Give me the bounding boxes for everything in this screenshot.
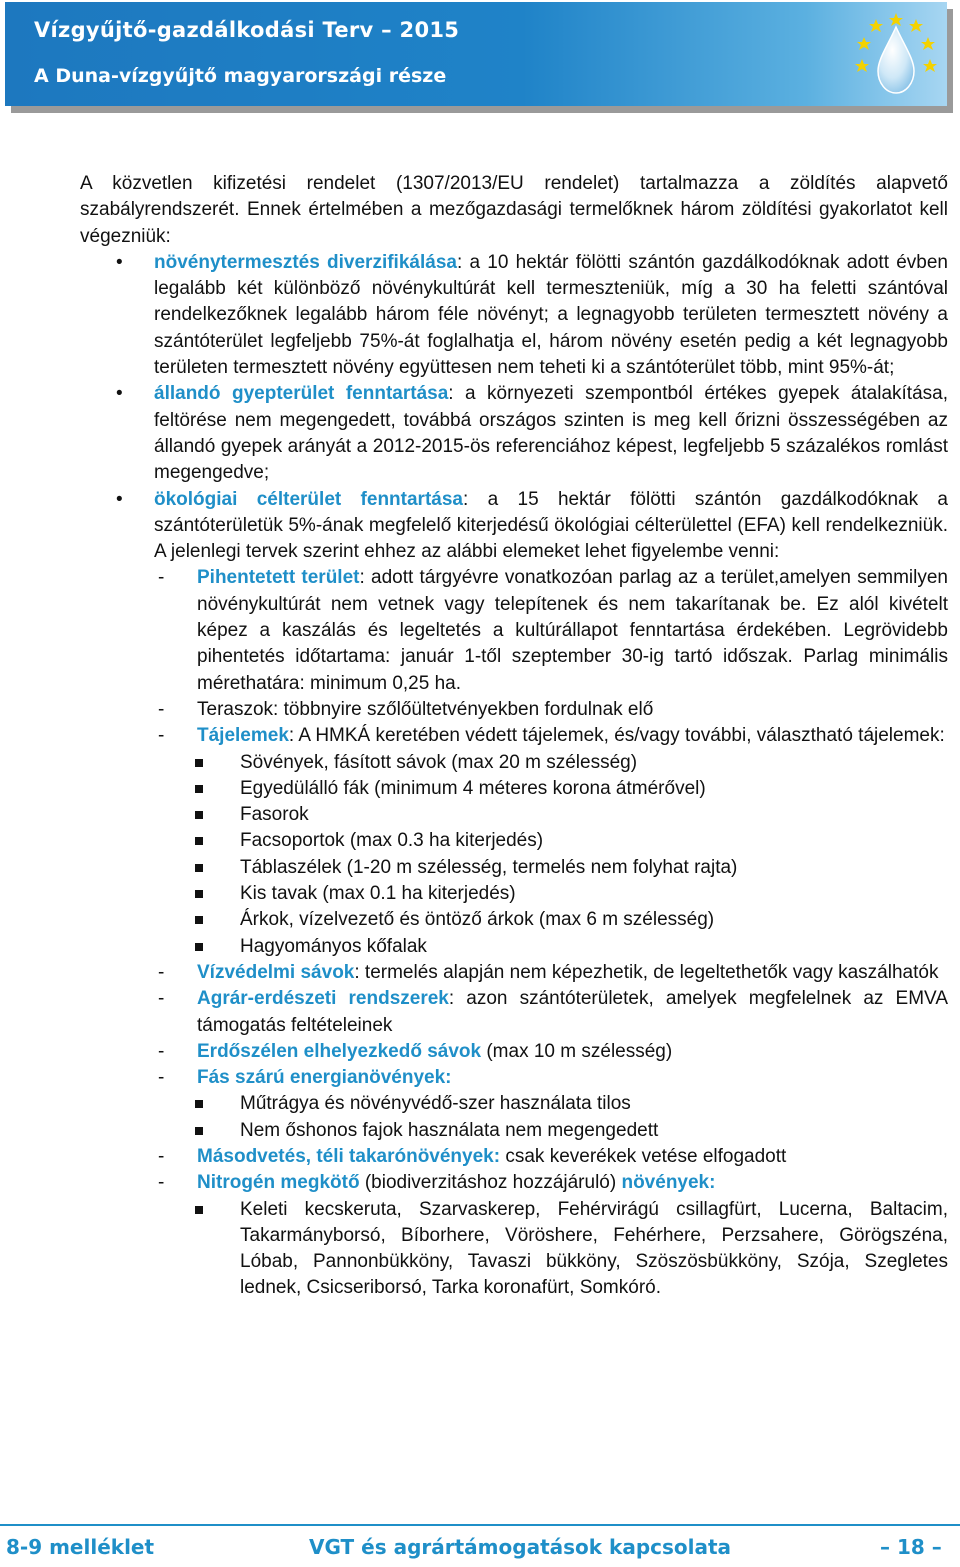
- term-efa: ökológiai célterület fenntartása: [154, 488, 463, 510]
- item-text: Kis tavak (max 0.1 ha kiterjedés): [240, 883, 516, 905]
- item-text: Táblaszélek (1-20 m szélesség, termelés nem folyhat rajta): [240, 856, 738, 878]
- list-item: [80, 1144, 948, 1170]
- list-item: [80, 1170, 948, 1196]
- list-item: [80, 487, 948, 566]
- term-coppice: Fás szárú energianövények:: [197, 1067, 452, 1089]
- square-bullet-icon: [195, 864, 203, 872]
- item-text: Keleti kecskeruta, Szarvaskerep, Fehérvirágú csillagfürt, Lucerna, Baltacim, Takarmányborsó, Bíborhere, Vöröshere, Fehérhere, Perzsahere, Görögszéna, Lóbab, Pannonbükköny, Tavaszi bükköny, Szöszösbükköny, Szója, Szegletes lednek, Csicseriborsó, Tarka koronafürt, Somkóró.: [240, 1198, 948, 1299]
- square-bullet-icon: [195, 1127, 203, 1135]
- footer-divider: [0, 1524, 960, 1526]
- list-item: [80, 855, 948, 881]
- square-bullet-icon: [195, 1206, 203, 1214]
- term-agroforestry: Agrár-erdészeti rendszerek: [197, 988, 449, 1010]
- square-bullet-icon: [195, 811, 203, 819]
- item-text: : adott tárgyévre vonatkozóan parlag az a terület,amelyen semmilyen növénykultúrát nem vetnek vagy telepítenek és nem takarítanak be. Ez alól kivételt képez a kaszálás és legeltetés a kultúrállapot fenntartása érdekében. Legrövidebb pihentetés időtartama: január 1-től szeptember 30-ig tartó időszak. Parlag minimális mérethatára: minimum 0,25 ha.: [197, 567, 948, 694]
- list-item: [80, 750, 948, 776]
- header-title: Vízgyűjtő-gazdálkodási Terv – 2015: [34, 18, 460, 42]
- dash-marker: -: [158, 698, 165, 720]
- item-text: : A HMKÁ keretében védett tájelemek, és/vagy további, választható tájelemek:: [288, 725, 945, 747]
- page-header: [0, 0, 960, 118]
- item-text: csak keverékek vetése elfogadott: [500, 1145, 787, 1167]
- footer-chapter-title: VGT és agrártámogatások kapcsolata: [309, 1535, 732, 1559]
- item-text: : termelés alapján nem képezhetik, de legeltethetők vagy kaszálhatók: [354, 961, 939, 983]
- dash-marker: -: [158, 1172, 165, 1194]
- square-bullet-icon: [195, 916, 203, 924]
- dash-marker: -: [158, 725, 165, 747]
- list-item: [80, 960, 948, 986]
- item-text: Facsoportok (max 0.3 ha kiterjedés): [240, 830, 544, 852]
- item-text: Egyedülálló fák (minimum 4 méteres korona átmérővel): [240, 777, 706, 799]
- item-text: : a 10 hektár fölötti szántón gazdálkodóknak adott évben legalább két különböző növénykultúrát kell termeszteniük, míg a 30 ha feletti szántóval rendelkezőknek legalább három féle növényt; a legnagyobb területen termesztett növény a szántóterület legfeljebb 75%-át foglalhatja el, három növény esetén pedig a két legnagyobb területen termesztett növény együttesen nem teheti ki a szántóterület több, mint 95%-át;: [154, 251, 948, 379]
- square-bullet-icon: [195, 837, 203, 845]
- item-text: : a környezeti szempontból értékes gyepek átalakítása, feltörése nem megengedett, továbbá országos szinten is meg kell őrizni összességében az állandó gyepek arányát a 2012-2015-ös referenciához képest, legfeljebb 5 százalékos romlást megengedve;: [154, 383, 948, 484]
- list-item: [80, 1065, 948, 1091]
- term-fallow: Pihentetett terület: [197, 567, 360, 589]
- dash-marker: -: [158, 1040, 165, 1062]
- term-plants: növények:: [621, 1172, 716, 1194]
- list-item: [80, 881, 948, 907]
- list-item: [80, 250, 948, 381]
- item-text: Sövények, fásított sávok (max 20 m szélesség): [240, 751, 638, 773]
- square-bullet-icon: [195, 943, 203, 951]
- dash-marker: -: [158, 988, 165, 1010]
- dash-marker: -: [158, 1145, 165, 1167]
- list-item: [80, 828, 948, 854]
- list-item: [80, 802, 948, 828]
- term-forest-edge: Erdőszélen elhelyezkedő sávok: [197, 1040, 482, 1062]
- term-landscape: Tájelemek: [197, 725, 289, 747]
- bullet-marker: •: [116, 251, 123, 273]
- water-drop-stars-icon: [846, 5, 946, 105]
- item-text: (max 10 m szélesség): [481, 1040, 673, 1062]
- term-diversification: növénytermesztés diverzifikálása: [154, 251, 457, 273]
- item-text: (biodiverzitáshoz hozzájáruló): [359, 1172, 622, 1194]
- document-body: [80, 171, 948, 1302]
- list-item: [80, 776, 948, 802]
- page-number: – 18 –: [880, 1535, 942, 1559]
- list-item: [80, 986, 948, 1039]
- item-text: Árkok, vízelvezető és öntöző árkok (max 6 m szélesség): [240, 909, 715, 931]
- dash-marker: -: [158, 1067, 165, 1089]
- list-item: [80, 1091, 948, 1117]
- square-bullet-icon: [195, 1100, 203, 1108]
- item-text: Nem őshonos fajok használata nem megengedett: [240, 1119, 659, 1141]
- item-text: Hagyományos kőfalak: [240, 935, 427, 957]
- bullet-marker: •: [116, 383, 123, 405]
- bullet-marker: •: [116, 488, 123, 510]
- dash-marker: -: [158, 567, 165, 589]
- intro-paragraph: A közvetlen kifizetési rendelet (1307/2013/EU rendelet) tartalmazza a zöldítés alapvető szabályrendszerét. Ennek értelmében a mezőgazdasági termelőknek három zöldítési gyakorlatot kell végezniük:: [80, 173, 948, 247]
- list-item: [80, 907, 948, 933]
- dash-marker: -: [158, 961, 165, 983]
- list-item: [80, 1039, 948, 1065]
- term-buffer: Vízvédelmi sávok: [197, 961, 355, 983]
- list-item: [80, 381, 948, 486]
- header-subtitle: A Duna-vízgyűjtő magyarországi része: [34, 65, 447, 87]
- square-bullet-icon: [195, 759, 203, 767]
- term-grassland: állandó gyepterület fenntartása: [154, 383, 449, 405]
- item-text: : a 15 hektár fölötti szántón gazdálkodóknak a szántóterületük 5%-ának megfelelő kiterjedésű ökológiai célterülettel (EFA) kell rendelkezniük. A jelenlegi tervek szerint ehhez az alábbi elemeket lehet figyelembe venni:: [154, 488, 948, 563]
- square-bullet-icon: [195, 785, 203, 793]
- list-item: [80, 1197, 948, 1302]
- square-bullet-icon: [195, 890, 203, 898]
- page-footer: [0, 1531, 960, 1561]
- list-item: [80, 697, 948, 723]
- list-item: [80, 565, 948, 696]
- item-text: : azon szántóterületek, amelyek megfelelnek az EMVA támogatás feltételeinek: [197, 988, 948, 1036]
- term-nitrogen: Nitrogén megkötő: [197, 1172, 360, 1194]
- item-text: Teraszok: többnyire szőlőültetvényekben fordulnak elő: [197, 698, 654, 720]
- list-item: [80, 723, 948, 749]
- list-item: [80, 1118, 948, 1144]
- item-text: Fasorok: [240, 804, 309, 826]
- list-item: [80, 934, 948, 960]
- item-text: Műtrágya és növényvédő-szer használata tilos: [240, 1093, 631, 1115]
- term-catch-crops: Másodvetés, téli takarónövények:: [197, 1145, 501, 1167]
- footer-annex: 8-9 melléklet: [6, 1535, 155, 1559]
